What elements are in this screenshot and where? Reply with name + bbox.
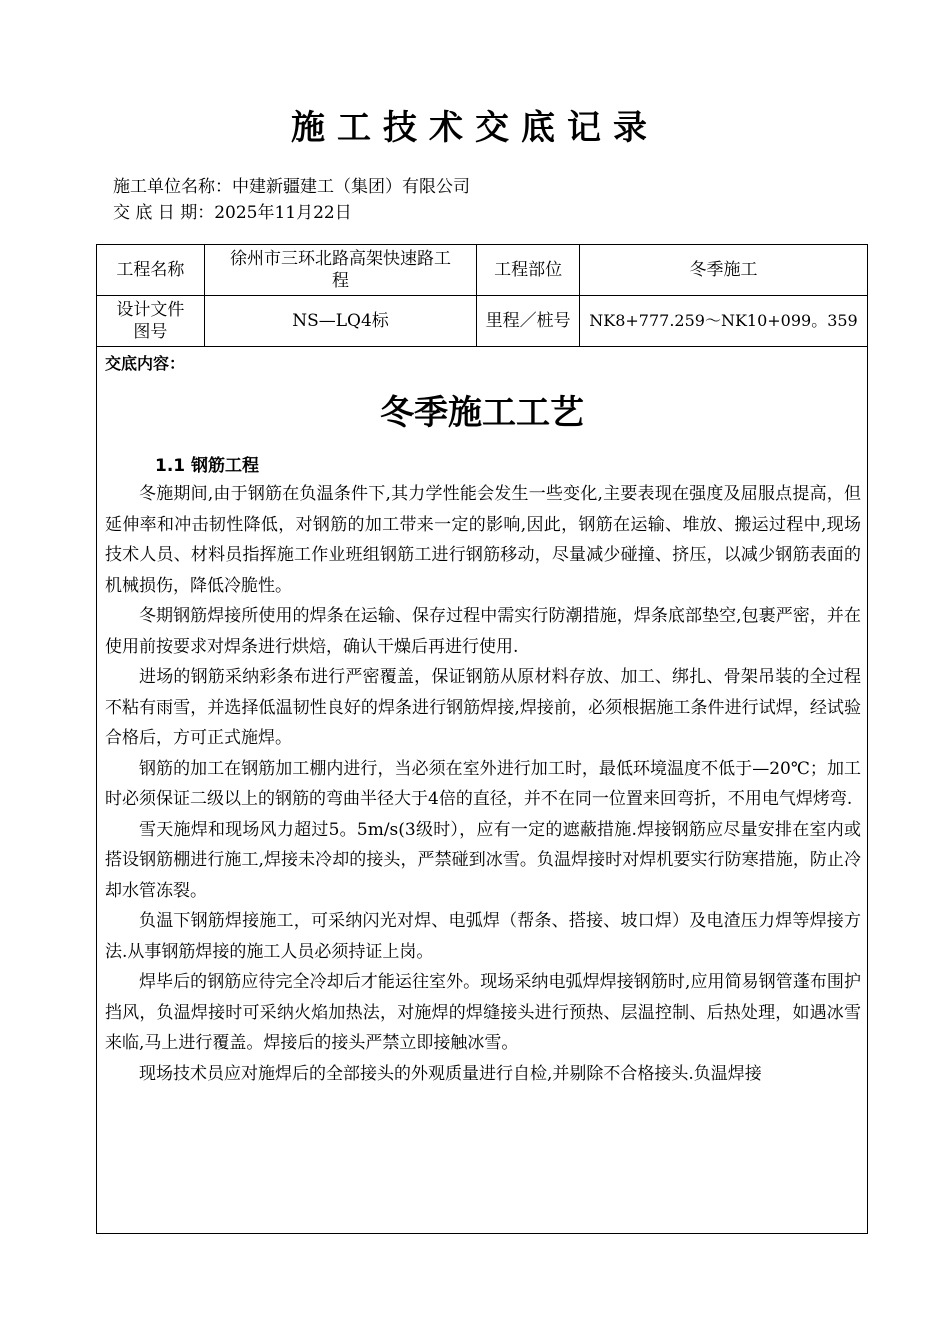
content-label: 交底内容： xyxy=(105,354,186,373)
table-row xyxy=(97,245,868,296)
design-doc-label: 设计文件图号 xyxy=(97,296,205,347)
body-text xyxy=(105,479,861,1089)
subsection-heading: 1.1 钢筋工程 xyxy=(155,456,260,476)
project-name-label: 工程名称 xyxy=(97,245,205,296)
project-part-value: 冬季施工 xyxy=(580,245,868,296)
mileage-value: NK8+777.259～NK10+099。359 xyxy=(580,296,868,347)
handover-date-line: 交 底 日 期：2025年11月22日 xyxy=(113,203,352,223)
paragraph: 钢筋的加工在钢筋加工棚内进行，当必须在室外进行加工时，最低环境温度不低于—20℃；加工时必须保证二级以上的钢筋的弯曲半径大于4倍的直径，并不在同一位置来回弯折，不用电气焊烤弯. xyxy=(105,758,861,809)
paragraph: 现场技术员应对施焊后的全部接头的外观质量进行自检,并剔除不合格接头.负温焊接 xyxy=(139,1063,762,1084)
document-title: 施工技术交底记录 xyxy=(291,108,659,148)
paragraph: 冬施期间,由于钢筋在负温条件下,其力学性能会发生一些变化,主要表现在强度及屈服点提高，但延伸率和冲击韧性降低，对钢筋的加工带来一定的影响,因此，钢筋在运输、堆放、搬运过程中,现场技术人员、材料员指挥施工作业班组钢筋工进行钢筋移动，尽量减少碰撞、挤压，以减少钢筋表面的机械损伤，降低冷脆性。 xyxy=(105,484,861,596)
paragraph: 冬期钢筋焊接所使用的焊条在运输、保存过程中需实行防潮措施，焊条底部垫空,包裹严密，并在使用前按要求对焊条进行烘焙，确认干燥后再进行使用. xyxy=(105,606,861,657)
design-doc-value: NS—LQ4标 xyxy=(204,296,476,347)
paragraph: 雪天施焊和现场风力超过5。5m/s(3级时），应有一定的遮蔽措施.焊接钢筋应尽量安排在室内或搭设钢筋棚进行施工,焊接未冷却的接头，严禁碰到冰雪。负温焊接时对焊机要实行防寒措施，防止冷却水管冻裂。 xyxy=(105,819,861,901)
paragraph: 焊毕后的钢筋应待完全冷却后才能运往室外。现场采纳电弧焊焊接钢筋时,应用简易钢管蓬布围护挡风，负温焊接时可采纳火焰加热法，对施焊的焊缝接头进行预热、层温控制、后热处理，如遇冰雪来临,马上进行覆盖。焊接后的接头严禁立即接触冰雪。 xyxy=(105,972,861,1053)
project-info-table xyxy=(96,244,868,347)
project-name-value: 徐州市三环北路高架快速路工程 xyxy=(204,245,476,296)
paragraph: 进场的钢筋采纳彩条布进行严密覆盖，保证钢筋从原材料存放、加工、绑扎、骨架吊装的全过程不粘有雨雪，并选择低温韧性良好的焊条进行钢筋焊接,焊接前，必须根据施工条件进行试焊，经试验合格后，方可正式施焊。 xyxy=(105,667,861,748)
construction-unit-line: 施工单位名称：中建新疆建工（集团）有限公司 xyxy=(113,177,470,197)
project-part-label: 工程部位 xyxy=(477,245,580,296)
mileage-label: 里程／桩号 xyxy=(477,296,580,347)
table-row xyxy=(97,296,868,347)
handover-content-box xyxy=(96,347,868,1234)
section-heading: 冬季施工工艺 xyxy=(380,393,584,433)
paragraph: 负温下钢筋焊接施工，可采纳闪光对焊、电弧焊（帮条、搭接、坡口焊）及电渣压力焊等焊接方法.从事钢筋焊接的施工人员必须持证上岗。 xyxy=(105,911,861,962)
